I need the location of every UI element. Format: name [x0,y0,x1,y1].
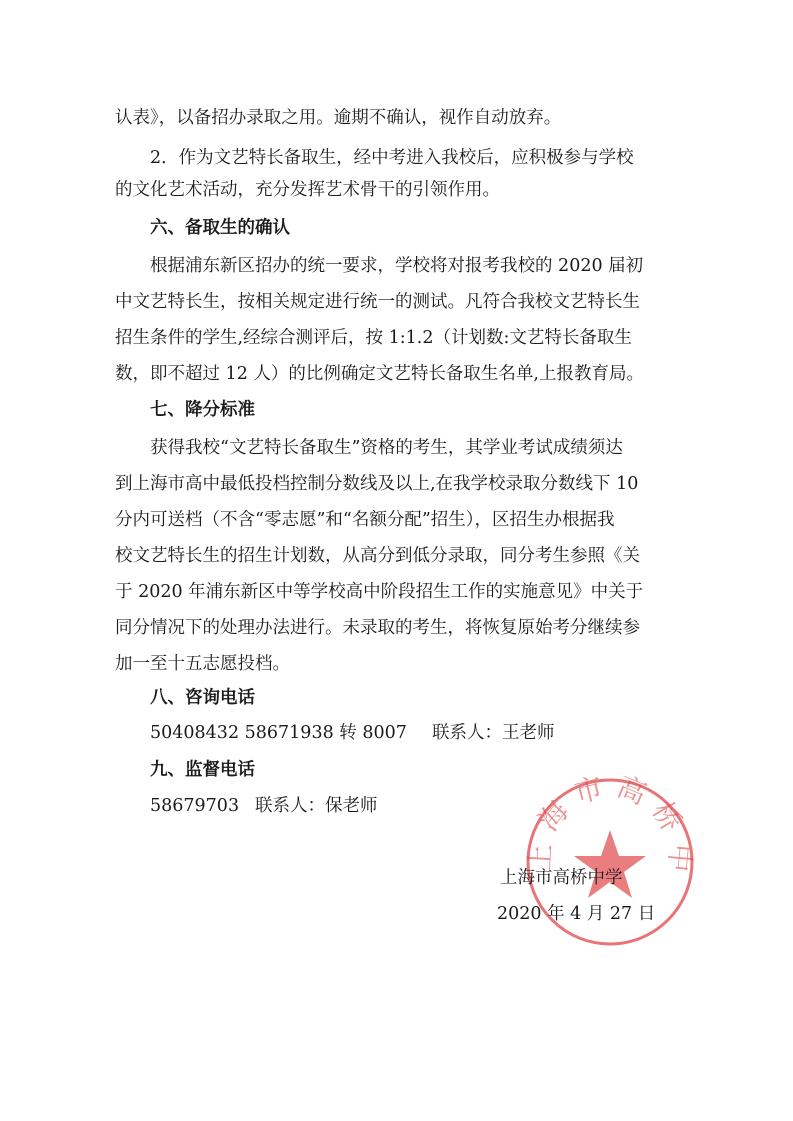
section-7-line: 分内可送档（不含“零志愿”和“名额分配”招生），区招生办根据我 [115,510,615,530]
section-7-heading: 七、降分标准 [150,400,255,420]
section-6-heading: 六、备取生的确认 [150,218,290,238]
supervision-contact: 联系人：保老师 [255,796,378,816]
section-7-line: 获得我校“文艺特长备取生”资格的考生，其学业考试成绩须达 [150,438,623,458]
section-8-heading: 八、咨询电话 [150,688,255,708]
signature-school: 上海市高桥中学 [500,868,623,888]
seal-text: 上海市高桥中 [523,772,698,884]
section-6-line: 中文艺特长生，按相关规定进行统一的测试。凡符合我校文艺特长生 [115,292,640,312]
consult-contact: 联系人：王老师 [432,723,555,743]
section-7-line: 加一至十五志愿投档。 [115,654,290,674]
item-2-line-2: 的文化艺术活动，充分发挥艺术骨干的引领作用。 [115,180,500,200]
section-7-line: 于 2020 年浦东新区中等学校高中阶段招生工作的实施意见》中关于 [115,582,644,602]
section-6-line: 根据浦东新区招办的统一要求，学校将对报考我校的 2020 届初 [150,256,644,276]
item-2-line-1: 2．作为文艺特长备取生，经中考进入我校后，应积极参与学校 [150,148,634,168]
signature-date: 2020 年 4 月 27 日 [497,904,656,924]
section-7-line: 到上海市高中最低投档控制分数线及以上,在我学校录取分数线下 10 [115,474,639,494]
section-6-line: 招生条件的学生,经综合测评后，按 1:1.2（计划数:文艺特长备取生 [115,328,632,348]
paragraph-continuation: 认表》，以备招办录取之用。逾期不确认，视作自动放弃。 [115,108,562,128]
section-7-line: 校文艺特长生的招生计划数，从高分到低分录取，同分考生参照《关 [115,546,640,566]
consult-phone-numbers: 50408432 58671938 转 8007 [150,723,407,743]
section-6-line: 数，即不超过 12 人）的比例确定文艺特长备取生名单,上报教育局。 [115,364,644,384]
section-9-heading: 九、监督电话 [150,760,255,780]
supervision-phone-number: 58679703 [150,796,240,816]
section-7-line: 同分情况下的处理办法进行。未录取的考生，将恢复原始考分继续参 [115,618,640,638]
